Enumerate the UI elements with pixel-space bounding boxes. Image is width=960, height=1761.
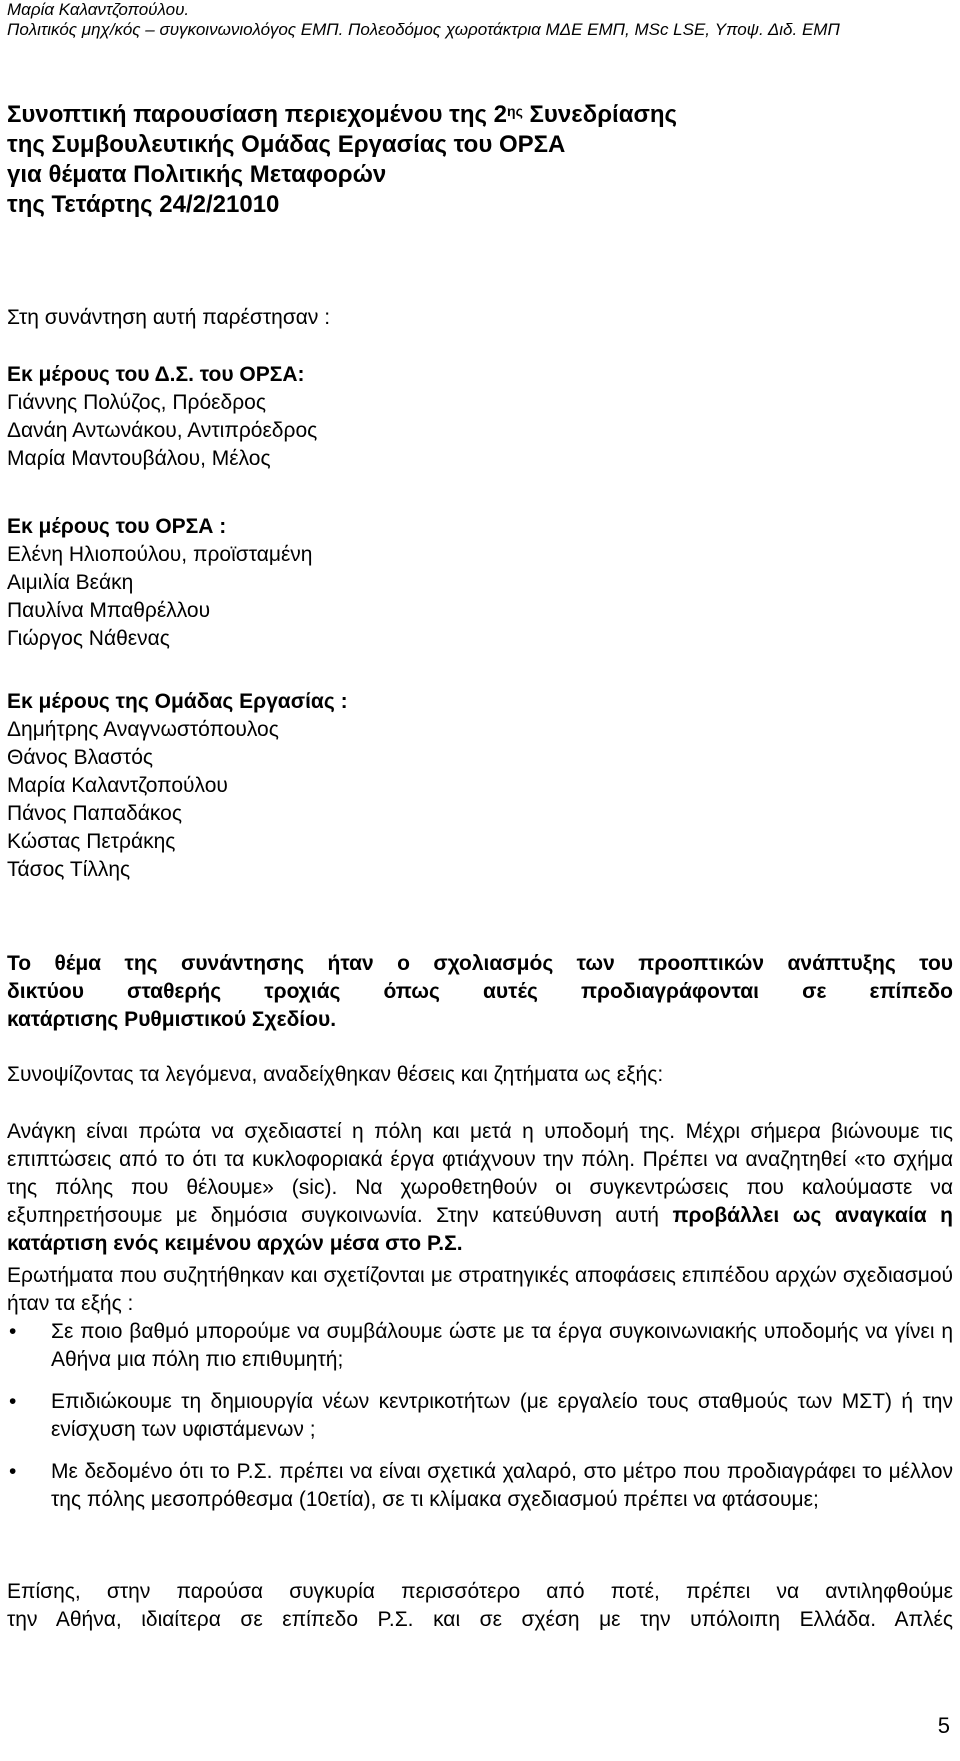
attendee: Τάσος Τίλλης <box>7 858 131 881</box>
questions-list <box>7 1318 953 1528</box>
paragraph-city-planning <box>7 1118 953 1258</box>
list-item <box>7 1318 953 1374</box>
title-line1-post: Συνεδρίασης <box>522 101 678 128</box>
attendee: Παυλίνα Μπαθρέλλου <box>7 599 211 622</box>
group-board <box>7 361 953 473</box>
header-affiliation: Πολιτικός μηχ/κός – συγκοινωνιολόγος ΕΜΠ. Πολεοδόμος χωροτάκτρια ΜΔΕ ΕΜΠ, MSc LSE, Υποψ. Διδ. ΕΜΠ <box>7 20 840 39</box>
closing-line1: Επίσης, στην παρούσα συγκυρία περισσότερο από ποτέ, πρέπει να αντιληφθούμε <box>7 1580 953 1603</box>
title-line3: για θέματα Πολιτικής Μεταφορών <box>7 161 387 188</box>
bullet-icon: • <box>9 1320 17 1343</box>
attendee: Αιμιλία Βεάκη <box>7 571 134 594</box>
list-item <box>7 1388 953 1444</box>
attendee: Μαρία Καλαντζοπούλου <box>7 774 228 797</box>
title-line1-pre: Συνοπτική παρουσίαση περιεχομένου της 2 <box>7 101 508 128</box>
attendee: Πάνος Παπαδάκος <box>7 802 182 825</box>
topic-line3: κατάρτισης Ρυθμιστικού Σχεδίου. <box>7 1008 337 1031</box>
attendee: Ελένη Ηλιοπούλου, προϊσταμένη <box>7 543 313 566</box>
list-item-text: Επιδιώκουμε τη δημιουργία νέων κεντρικοτήτων (με εργαλείο τους σταθμούς των ΜΣΤ) ή την ενίσχυση των υφιστάμενων ; <box>51 1390 953 1441</box>
topic-line1: Το θέμα της συνάντησης ήταν ο σχολιασμός των προοπτικών ανάπτυξης του <box>7 952 953 975</box>
summary-intro: Συνοψίζοντας τα λεγόμενα, αναδείχθηκαν θέσεις και ζητήματα ως εξής: <box>7 1063 664 1086</box>
attendee: Μαρία Μαντουβάλου, Μέλος <box>7 447 271 470</box>
bullet-icon: • <box>9 1460 17 1483</box>
title-line4: της Τετάρτης 24/2/21010 <box>7 191 280 218</box>
list-item-text: Με δεδομένο ότι το Ρ.Σ. πρέπει να είναι σχετικά χαλαρό, στο μέτρο που προδιαγράφει το μέλλον της πόλης μεσοπρόθεσμα (10ετία), σε τι κλίμακα σχεδιασμού πρέπει να φτάσουμε; <box>51 1460 953 1511</box>
closing-line2: την Αθήνα, ιδιαίτερα σε επίπεδο Ρ.Σ. και σε σχέση με την υπόλοιπη Ελλάδα. Απλές <box>7 1608 953 1631</box>
attendance-intro: Στη συνάντηση αυτή παρέστησαν : <box>7 306 331 329</box>
header-author: Μαρία Καλαντζοπούλου. <box>7 0 190 19</box>
group-working <box>7 688 953 884</box>
group-orsa <box>7 513 953 653</box>
meeting-topic <box>7 950 953 1034</box>
title-line1-sup: ης <box>507 103 523 119</box>
attendee: Δανάη Αντωνάκου, Αντιπρόεδρος <box>7 419 318 442</box>
list-item-text: Σε ποιο βαθμό μπορούμε να συμβάλουμε ώστε με τα έργα συγκοινωνιακής υποδομής να γίνει η Αθήνα μια πόλη πιο επιθυμητή; <box>51 1320 953 1371</box>
attendee: Δημήτρης Αναγνωστόπουλος <box>7 718 279 741</box>
title-line2: της Συμβουλευτικής Ομάδας Εργασίας του ΟΡΣΑ <box>7 131 566 158</box>
page-number: 5 <box>937 1713 950 1738</box>
paragraph-text: Ανάγκη είναι πρώτα να σχεδιαστεί η πόλη και μετά η υποδομή της. Μέχρι σήμερα βιώνουμε τις επιπτώσεις από το ότι τα κυκλοφοριακά έργα φτιάχνουν την πόλη. Πρέπει να αναζητηθεί «το σχήμα της πόλης που θέλουμε» (sic). Να χωροθετηθούν οι συγκεντρώσεις που καλούμαστε να εξυπηρετήσουμε με δημόσια συγκοινωνία. Στην κατεύθυνση αυτή <box>7 1120 953 1227</box>
bullet-icon: • <box>9 1390 17 1413</box>
attendee: Γιώργος Νάθενας <box>7 627 170 650</box>
closing-paragraph <box>7 1578 953 1634</box>
list-item <box>7 1458 953 1514</box>
document-title <box>7 100 927 220</box>
questions-intro: Ερωτήματα που συζητήθηκαν και σχετίζονται με στρατηγικές αποφάσεις επιπέδου αρχών σχεδιασμού ήταν τα εξής : <box>7 1264 953 1315</box>
attendee: Θάνος Βλαστός <box>7 746 153 769</box>
group-working-heading: Εκ μέρους της Ομάδας Εργασίας : <box>7 690 348 713</box>
group-orsa-heading: Εκ μέρους του ΟΡΣΑ : <box>7 515 227 538</box>
paragraph-emphasis: προβάλλει ως αναγκαία η κατάρτιση ενός κειμένου αρχών μέσα στο Ρ.Σ. <box>7 1204 953 1255</box>
page-header <box>7 0 840 40</box>
attendee: Κώστας Πετράκης <box>7 830 176 853</box>
attendee: Γιάννης Πολύζος, Πρόεδρος <box>7 391 266 414</box>
group-board-heading: Εκ μέρους του Δ.Σ. του ΟΡΣΑ: <box>7 363 305 386</box>
topic-line2: δικτύου σταθερής τροχιάς όπως αυτές προδιαγράφονται σε επίπεδο <box>7 980 953 1003</box>
